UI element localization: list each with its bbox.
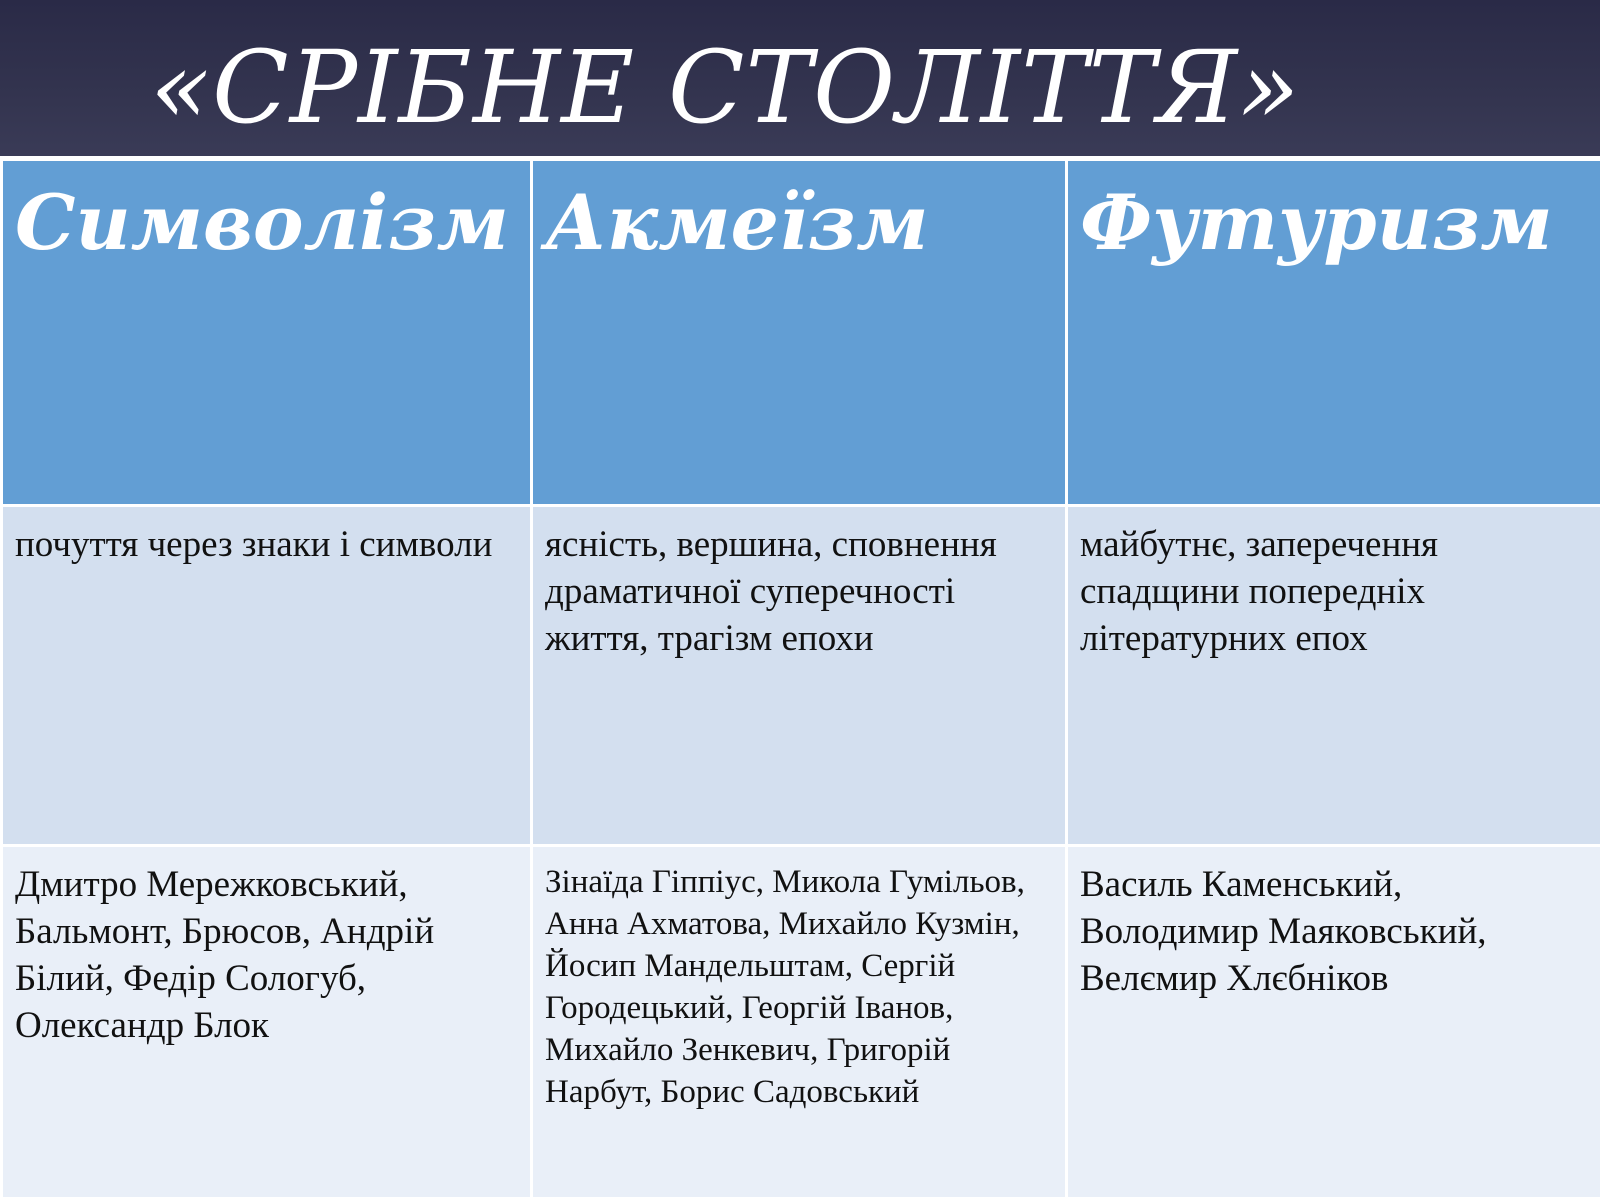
header-row — [2, 160, 1600, 506]
description-row — [2, 506, 1600, 846]
header-symbolism: Символізм — [2, 160, 532, 506]
header-acmeism: Акмеїзм — [532, 160, 1067, 506]
movements-table — [0, 158, 1600, 1200]
title-band — [0, 0, 1600, 158]
authors-row — [2, 846, 1600, 1199]
slide-title: «СРІБНЕ СТОЛІТТЯ» — [150, 29, 1301, 146]
header-futurism: Футуризм — [1067, 160, 1600, 506]
authors-symbolism: Дмитро Мережковський, Бальмонт, Брюсов, Андрій Білий, Федір Сологуб, Олександр Блок — [2, 846, 532, 1199]
description-symbolism: почуття через знаки і символи — [2, 506, 532, 846]
authors-futurism: Василь Каменський, Володимир Маяковський, Велємир Хлєбніков — [1067, 846, 1600, 1199]
authors-acmeism: Зінаїда Гіппіус, Микола Гумільов, Анна Ахматова, Михайло Кузмін, Йосип Мандельштам, Сергій Городецький, Георгій Іванов, Михайло Зенкевич, Григорій Нарбут, Борис Садовський — [532, 846, 1067, 1199]
description-futurism: майбутнє, заперечення спадщини попередніх літературних епох — [1067, 506, 1600, 846]
description-acmeism: ясність, вершина, сповнення драматичної суперечності життя, трагізм епохи — [532, 506, 1067, 846]
